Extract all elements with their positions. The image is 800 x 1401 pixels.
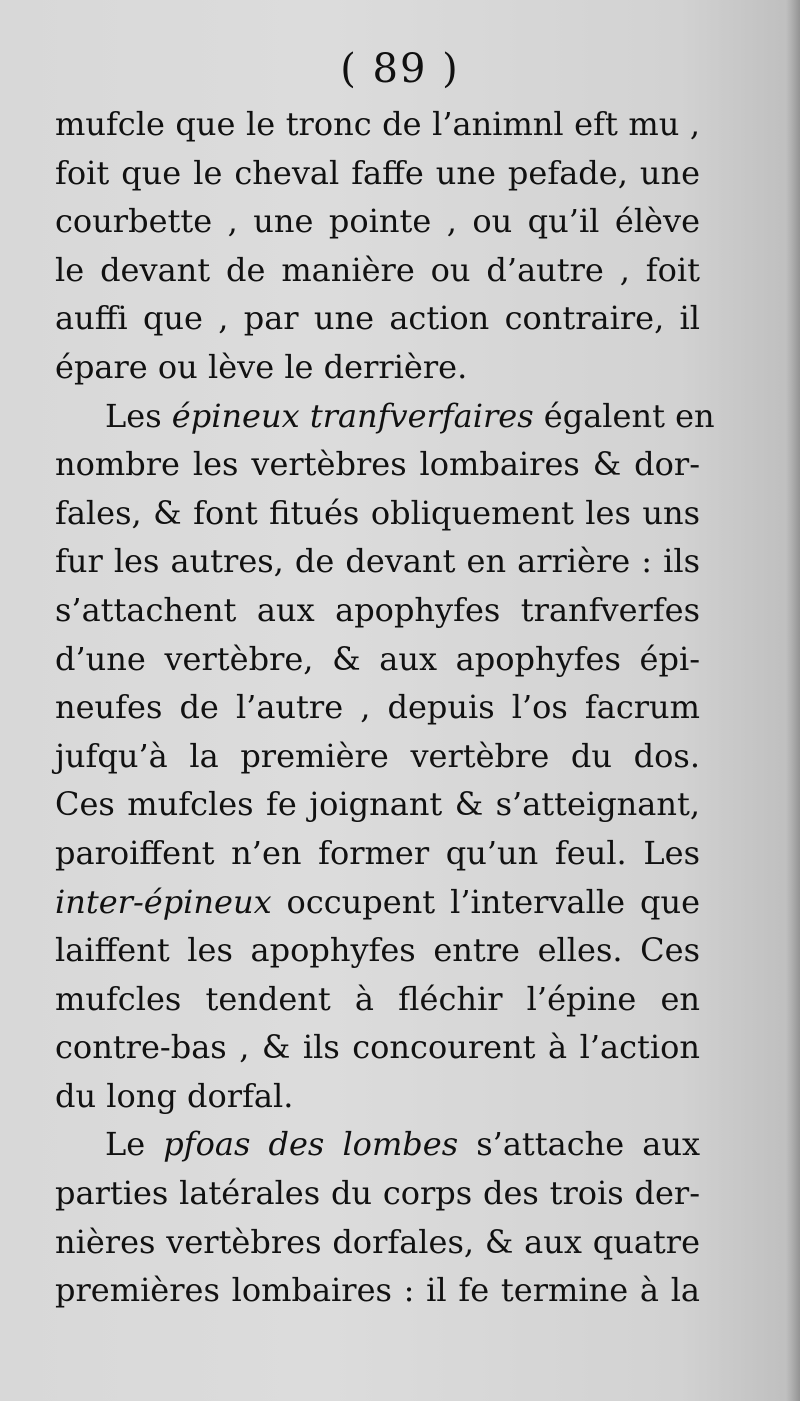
text-run: le devant de manière ou d’autre , foit (55, 250, 700, 289)
text-run: du long dorfal. (55, 1076, 294, 1115)
text-line (55, 489, 700, 538)
text-run: premières lombaires : il fe termine à la (55, 1271, 700, 1310)
text-line (55, 586, 700, 635)
text-line (55, 1120, 700, 1169)
text-run: neufes de l’autre , depuis l’os facrum (55, 688, 700, 727)
text-run: d’une vertèbre, & aux apophyfes épi- (55, 639, 700, 678)
text-line (55, 1169, 700, 1218)
text-line (55, 975, 700, 1024)
text-run: Les (105, 396, 172, 435)
text-line (55, 1218, 700, 1267)
text-run: occupent l’intervalle que (271, 882, 700, 921)
text-run: auffi que , par une action contraire, il (55, 299, 700, 338)
text-line (55, 294, 700, 343)
text-run: contre-bas , & ils concourent à l’action (55, 1028, 700, 1067)
text-line (55, 149, 700, 198)
text-line (55, 246, 700, 295)
text-line (55, 537, 700, 586)
text-run: égalent en (533, 396, 715, 435)
page-edge-shadow (786, 0, 800, 1401)
text-line (55, 440, 700, 489)
text-line (55, 1023, 700, 1072)
text-run: laiffent les apophyfes entre elles. Ces (55, 931, 700, 970)
text-line (55, 829, 700, 878)
text-run: s’attache aux (458, 1125, 701, 1164)
text-line (55, 392, 715, 441)
body-text (55, 100, 715, 1315)
italic-term: pfoas des lombes (163, 1125, 459, 1164)
text-run: mufcles tendent à fléchir l’épine en (55, 979, 700, 1018)
text-run: jufqu’à la première vertèbre du dos. (55, 736, 700, 775)
text-line (55, 635, 700, 684)
text-line (55, 1266, 700, 1315)
text-run: nières vertèbres dorfales, & aux quatre (55, 1222, 700, 1261)
text-run: Le (105, 1125, 164, 1164)
text-run: paroiffent n’en former qu’un feul. Les (55, 833, 700, 872)
text-run: courbette , une pointe , ou qu’il élève (55, 202, 700, 241)
text-run: Ces mufcles fe joignant & s’atteignant, (55, 785, 700, 824)
text-run: épare ou lève le derrière. (55, 347, 468, 386)
page-number: ( 89 ) (340, 46, 460, 92)
text-run: foit que le cheval faffe une pefade, une (55, 153, 700, 192)
text-line (55, 926, 700, 975)
text-line (55, 683, 700, 732)
text-run: fur les autres, de devant en arrière : ils (55, 542, 700, 581)
text-line (55, 732, 700, 781)
text-line (55, 343, 700, 392)
text-line (55, 100, 700, 149)
text-line (55, 780, 700, 829)
text-run: nombre les vertèbres lombaires & dor- (55, 445, 700, 484)
text-line (55, 1072, 700, 1121)
text-line (55, 878, 700, 927)
italic-term: inter-épineux (55, 882, 272, 921)
text-run: s’attachent aux apophyfes tranfverfes (55, 590, 700, 629)
text-line (55, 197, 700, 246)
italic-term: épineux tranfverfaires (171, 396, 534, 435)
text-run: parties latérales du corps des trois der- (55, 1174, 700, 1213)
text-run: mufcle que le tronc de l’animnl eft mu , (55, 105, 700, 143)
text-run: fales, & font fitués obliquement les uns (55, 493, 700, 532)
